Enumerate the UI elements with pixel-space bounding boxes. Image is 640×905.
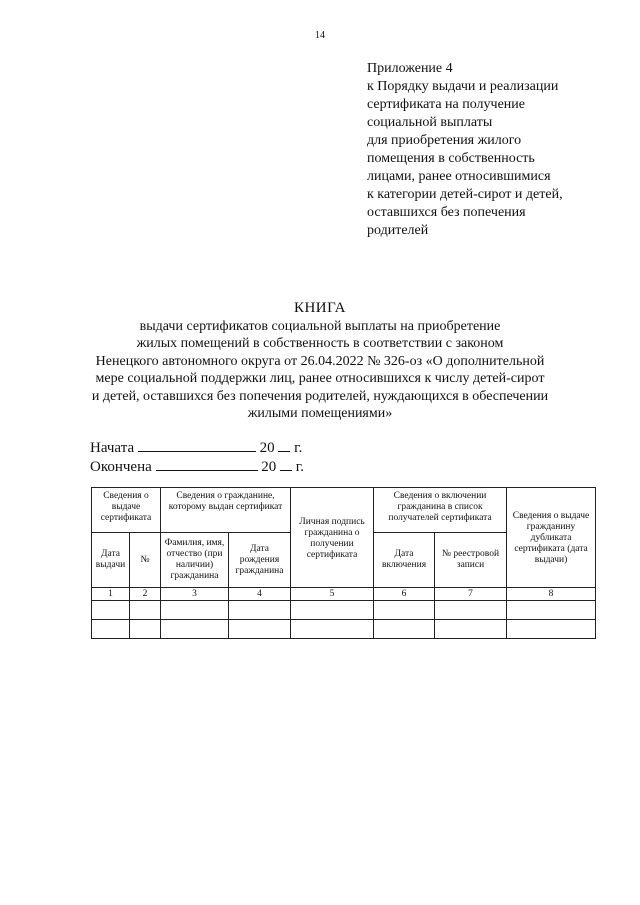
appendix-line: родителей [367,223,429,238]
appendix-line: Приложение 4 [367,61,453,76]
year-prefix: 20 [259,440,275,456]
header-number: № [130,533,161,588]
column-number: 1 [92,588,130,601]
table-cell[interactable] [92,601,130,620]
title-line: и детей, оставшихся без попечения родителей, нуждающихся в обеспечении [91,388,549,404]
column-number: 5 [291,588,374,601]
title-line: жилых помещений в собственность в соответствии с законом [136,336,504,351]
header-issue-date: Дата выдачи [92,533,130,588]
header-issue-group: Сведения о выдаче сертификата [92,488,161,533]
header-registry-number: № реестровой записи [435,533,507,588]
table-cell[interactable] [507,620,596,639]
dates-block [90,438,304,476]
appendix-line: помещения в собственность [367,151,535,166]
header-duplicate: Сведения о выдаче гражданину дубликата сертификата (дата выдачи) [507,488,596,588]
appendix-line: лицами, ранее относившимися [367,169,551,184]
table-cell[interactable] [507,601,596,620]
table-cell[interactable] [291,620,374,639]
appendix-line: для приобретения жилого [367,133,522,148]
column-number: 2 [130,588,161,601]
appendix-line: социальной выплаты [367,115,493,130]
table-cell[interactable] [291,601,374,620]
table-cell[interactable] [161,620,229,639]
header-inclusion-group: Сведения о включении гражданина в список получателей сертификата [374,488,507,533]
table-cell[interactable] [435,620,507,639]
table-cell[interactable] [435,601,507,620]
appendix-line: оставшихся без попечения [367,205,526,220]
page-number: 14 [315,30,325,41]
table-cell[interactable] [374,601,435,620]
header-signature: Личная подпись гражданина о получении сертификата [291,488,374,588]
started-label: Начата [90,440,135,456]
ended-year-blank[interactable] [280,457,292,471]
table-cell[interactable] [92,620,130,639]
header-citizen-group: Сведения о гражданине, которому выдан сертификат [161,488,291,533]
table-cell[interactable] [130,601,161,620]
appendix-line: сертификата на получение [367,97,525,112]
title-line: выдачи сертификатов социальной выплаты на приобретение [139,318,501,334]
certificate-log-table [91,487,596,639]
header-inclusion-date: Дата включения [374,533,435,588]
appendix-line: к Порядку выдачи и реализации [367,79,559,94]
ended-date-blank[interactable] [156,457,258,471]
table-cell[interactable] [229,620,291,639]
table-row [92,601,596,620]
ended-label: Окончена [90,459,152,475]
appendix-note [367,60,563,240]
header-full-name: Фамилия, имя, отчество (при наличии) гражданина [161,533,229,588]
table-cell[interactable] [161,601,229,620]
table-cell[interactable] [130,620,161,639]
year-suffix: г. [295,459,304,475]
year-suffix: г. [294,440,303,456]
appendix-line: к категории детей-сирот и детей, [367,187,563,202]
started-date-blank[interactable] [138,438,256,452]
column-number: 3 [161,588,229,601]
title-line: Ненецкого автономного округа от 26.04.2022 № 326-оз «О дополнительной [95,353,545,369]
table-cell[interactable] [229,601,291,620]
ended-row [90,457,304,476]
column-number: 6 [374,588,435,601]
table-cell[interactable] [374,620,435,639]
book-heading: КНИГА [293,300,347,316]
column-number: 4 [229,588,291,601]
column-number: 7 [435,588,507,601]
column-number: 8 [507,588,596,601]
title-line: жилыми помещениями» [247,406,393,421]
started-year-blank[interactable] [278,438,290,452]
column-number-row [92,588,596,601]
started-row [90,438,304,457]
header-row-groups [92,488,596,533]
document-title [60,300,580,423]
title-line: мере социальной поддержки лиц, ранее относившихся к числу детей-сирот [95,371,545,386]
header-birth-date: Дата рождения гражданина [229,533,291,588]
table-row [92,620,596,639]
year-prefix: 20 [261,459,277,475]
